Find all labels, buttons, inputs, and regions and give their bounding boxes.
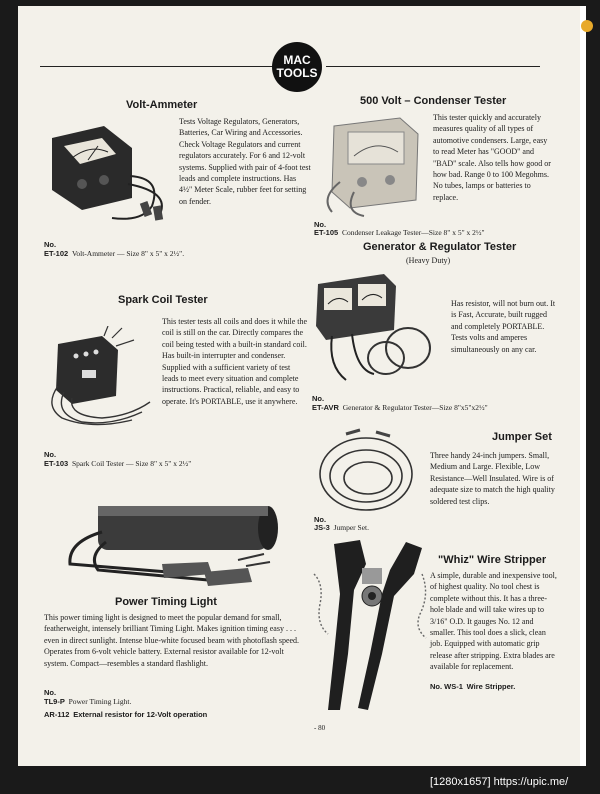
volt-ammeter-code: ET-102 [44, 249, 69, 258]
jumper-set-code: JS-3 [314, 523, 330, 532]
wire-stripper-illustration [310, 534, 434, 716]
timing-light-code: TL9-P [44, 697, 65, 706]
spark-coil-description: This tester tests all coils and does it while the coil is still on the car. Directly compares the coil being tested with a built-in standard coil. Has built-in interrupter and condenser. Supplied with a sufficient variety of test leads to meet every situation and complete instructions. Practical, reliable, and easy to operate. It's PORTABLE, use it anywhere. [162, 317, 308, 406]
jumper-set-title: Jumper Set [492, 431, 552, 443]
jumper-set-description: Three handy 24-inch jumpers. Small, Medium and Large. Flexible, Low Resistance—Well Insulated. Wire is of adequate size to match the high quality soldered test clips. [430, 451, 555, 506]
generator-tester-illustration [312, 270, 448, 390]
volt-ammeter-caption [44, 249, 184, 258]
condenser-tester-caption [314, 228, 485, 237]
catalog-page [18, 6, 586, 766]
image-source-footer: [1280x1657] https://upic.me/ [430, 776, 569, 788]
spark-coil-no-label: No. [44, 450, 57, 459]
timing-light-caption [44, 697, 131, 706]
jumper-set-illustration [316, 426, 426, 522]
volt-ammeter-no-label: No. [44, 240, 57, 249]
jumper-set-caption [314, 523, 369, 532]
generator-tester-caption-text: Generator & Regulator Tester—Size 8"x5"x2½" [342, 403, 488, 412]
mac-tools-logo: MAC TOOLS [272, 42, 322, 92]
timing-light-description: This power timing light is designed to meet the popular demand for small, featherweight, intensely brilliant Timing Light. Makes ignition timing easy . . . even in direct sunlight. Intense blue-white focused beam with photoflash speed. Operates from 6-volt vehicle battery. External resistor available for 12-volt system. Compact—resembles a standard flashlight. [44, 613, 300, 668]
volt-ammeter-illustration [42, 118, 172, 228]
timing-light-no-label: No. [44, 688, 57, 697]
header-rule-right [326, 66, 540, 67]
wire-stripper-code: No. WS-1 [430, 682, 463, 691]
jumper-set-caption-text: Jumper Set. [333, 523, 370, 532]
timing-light-illustration [58, 502, 280, 596]
wire-stripper-caption-text: Wire Stripper. [466, 682, 516, 691]
generator-tester-subtitle: (Heavy Duty) [406, 256, 451, 265]
condenser-tester-illustration [314, 112, 434, 222]
page-corner-mark [581, 20, 593, 32]
wire-stripper-title: "Whiz" Wire Stripper [438, 554, 547, 566]
generator-tester-title: Generator & Regulator Tester [363, 241, 517, 253]
generator-tester-no-label: No. [312, 394, 325, 403]
generator-tester-caption [312, 403, 488, 412]
spark-coil-caption [44, 459, 191, 468]
condenser-tester-caption-text: Condenser Leakage Tester—Size 8" x 5" x 2½" [341, 228, 485, 237]
condenser-tester-description: This tester quickly and accurately measures quality of all types of automotive condensers. Large, easy to read Meter has "GOOD" and "BAD" scale. Also tells how good or how bad. Range 0 to 100 Megohms. No tubes, lamps or batteries to replace. [433, 113, 551, 202]
timing-light-caption-text: Power Timing Light. [68, 697, 132, 706]
spark-coil-title: Spark Coil Tester [118, 294, 208, 306]
condenser-tester-no-label: No. [314, 220, 327, 229]
timing-light-code-2: AR-112 [44, 710, 70, 719]
volt-ammeter-title: Volt-Ammeter [126, 99, 198, 111]
wire-stripper-caption [430, 682, 515, 691]
timing-light-title: Power Timing Light [115, 596, 217, 608]
timing-light-caption-2-text: External resistor for 12-Volt operation [73, 710, 208, 719]
spark-coil-code: ET-103 [44, 459, 69, 468]
timing-light-caption-2 [44, 710, 207, 719]
condenser-tester-title: 500 Volt – Condenser Tester [360, 95, 507, 107]
generator-tester-description: Has resistor, will not burn out. It is Fast, Accurate, built rugged and completely PORTABLE. Tests volts and amperes simultaneously on any car. [451, 299, 556, 354]
volt-ammeter-caption-text: Volt-Ammeter — Size 8" x 5" x 2½". [71, 249, 185, 258]
spark-coil-illustration [42, 326, 160, 436]
wire-stripper-description: A simple, durable and inexpensive tool, of highest quality. No tool chest is complete without this. It has a three-hole blade and will take wires up to 3/16" O.D. It gauges No. 12 and smaller. This tool does a slick, clean job. Equipped with automatic grip release after stripping. Extra blades are available for replacement. [430, 571, 557, 672]
volt-ammeter-description: Tests Voltage Regulators, Generators, Batteries, Car Wiring and Accessories. Check Voltage Regulators and current regulators accurately. For 6 and 12-volt systems. Supplied with pair of 4-foot test leads and complete instructions. Has 4½" Meter Scale, rubber feet for setting on fender. [179, 117, 311, 206]
page-number: - 80 [314, 724, 326, 732]
condenser-tester-code: ET-105 [314, 228, 339, 237]
jumper-set-no-label: No. [314, 515, 327, 524]
header-rule-left [40, 66, 286, 67]
generator-tester-code: ET-AVR [312, 403, 339, 412]
spark-coil-caption-text: Spark Coil Tester — Size 8" x 5" x 2½" [71, 459, 192, 468]
